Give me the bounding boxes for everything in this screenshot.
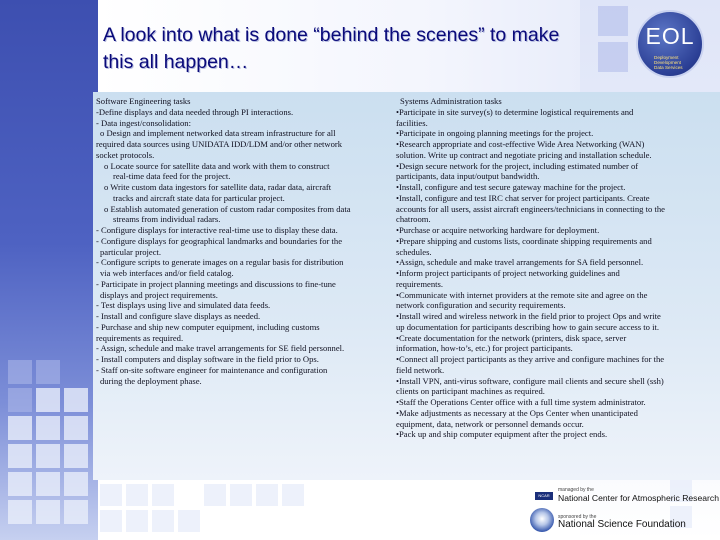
decorative-square bbox=[36, 500, 60, 524]
slide-title-line-2: this all happen… bbox=[103, 51, 249, 73]
eol-logo bbox=[636, 10, 704, 78]
decorative-square bbox=[64, 472, 88, 496]
decorative-square bbox=[230, 484, 252, 506]
decorative-square bbox=[64, 388, 88, 412]
list-item: particular project. bbox=[100, 246, 162, 257]
list-item: - Configure displays for interactive real-time use to display these data. bbox=[96, 225, 338, 235]
decorative-square bbox=[152, 510, 174, 532]
list-item: •Purchase or acquire networking hardware for deployment. bbox=[396, 225, 600, 235]
list-item: during the deployment phase. bbox=[100, 375, 202, 386]
systems-administration-column bbox=[396, 96, 708, 440]
decorative-square bbox=[36, 360, 60, 384]
ncar-credit-name: National Center for Atmospheric Research bbox=[558, 493, 719, 503]
list-item: solution. Write up contract and negotiate pricing and installation schedule. bbox=[396, 149, 652, 160]
decorative-square bbox=[8, 444, 32, 468]
decorative-square bbox=[64, 416, 88, 440]
decorative-square bbox=[64, 444, 88, 468]
list-item: •Install wired and wireless network in the field prior to project Ops and write bbox=[396, 311, 661, 321]
nsf-credit-name: National Science Foundation bbox=[558, 519, 686, 530]
decorative-square bbox=[8, 500, 32, 524]
decorative-square bbox=[282, 484, 304, 506]
nsf-credit bbox=[558, 514, 686, 530]
eol-logo-subtitle-line: Data Services bbox=[654, 65, 683, 70]
decorative-square bbox=[64, 500, 88, 524]
list-item: •Assign, schedule and make travel arrangements for SA field personnel. bbox=[396, 257, 644, 268]
list-item: - Test displays using live and simulated data feeds. bbox=[96, 300, 271, 311]
list-item: o Write custom data ingestors for satellite data, radar data, aircraft bbox=[104, 182, 332, 192]
list-item: requirements as required. bbox=[96, 332, 184, 343]
list-item: o Design and implement networked data stream infrastructure for all bbox=[100, 128, 336, 139]
list-item: required data sources using UNIDATA IDD/LDM and/or other network bbox=[96, 139, 343, 149]
list-item: real-time data feed for the project. bbox=[113, 171, 231, 182]
list-item: •Inform project participants of project networking guidelines and bbox=[396, 268, 620, 278]
list-item: via web interfaces and/or field catalog. bbox=[100, 268, 234, 278]
nsf-logo bbox=[530, 508, 554, 532]
list-item: up documentation for participants describing how to gain secure access to it. bbox=[396, 321, 659, 332]
decorative-square bbox=[598, 42, 628, 72]
eol-logo-subtitle bbox=[654, 55, 683, 70]
list-item: o Establish automated generation of custom radar composites from data bbox=[104, 203, 351, 214]
eol-logo-text: EOL bbox=[645, 23, 695, 49]
list-item: - Configure displays for geographical landmarks and boundaries for the bbox=[96, 235, 343, 246]
list-item: - Configure scripts to generate images on a regular basis for distribution bbox=[96, 257, 344, 268]
list-item: facilities. bbox=[396, 117, 428, 128]
decorative-square bbox=[36, 472, 60, 496]
decorative-square bbox=[126, 484, 148, 506]
ncar-credit bbox=[558, 487, 719, 503]
column-heading: Software Engineering tasks bbox=[96, 96, 191, 106]
ncar-logo: NCAR bbox=[535, 492, 553, 500]
list-item: - Install computers and display software in the field prior to Ops. bbox=[96, 354, 319, 364]
list-item: field network. bbox=[396, 364, 445, 375]
list-item: •Create documentation for the network (printers, disk space, server bbox=[396, 332, 627, 343]
decorative-square bbox=[36, 444, 60, 468]
column-heading: Systems Administration tasks bbox=[400, 96, 502, 106]
list-item: •Install VPN, anti-virus software, configure mail clients and secure shell (ssh) bbox=[396, 375, 664, 386]
list-item: •Pack up and ship computer equipment after the project ends. bbox=[396, 429, 608, 440]
list-item: •Staff the Operations Center office with a full time system administrator. bbox=[396, 397, 646, 407]
list-item: •Communicate with internet providers at the remote site and agree on the bbox=[396, 289, 648, 300]
decorative-square bbox=[100, 510, 122, 532]
list-item: equipment, data, network or personnel demands occur. bbox=[396, 418, 584, 429]
software-engineering-column bbox=[96, 96, 392, 386]
list-item: •Participate in site survey(s) to determine logistical requirements and bbox=[396, 106, 634, 117]
decorative-square bbox=[204, 484, 226, 506]
list-item: - Data ingest/consolidation: bbox=[96, 117, 191, 128]
list-item: - Staff on-site software engineer for maintenance and configuration bbox=[96, 364, 328, 375]
list-item: - Participate in project planning meetings and discussions to fine-tune bbox=[96, 278, 336, 289]
list-item: network configuration and security requirements. bbox=[396, 300, 566, 311]
decorative-square bbox=[8, 388, 32, 412]
list-item: •Connect all project participants as they arrive and configure machines for the bbox=[396, 354, 665, 364]
list-item: •Make adjustments as necessary at the Ops Center when unanticipated bbox=[396, 407, 638, 418]
eol-logo-subtitle-line: Development bbox=[654, 60, 682, 65]
list-item: •Design secure network for the project, including estimated number of bbox=[396, 160, 639, 171]
list-item: information, how-to’s, etc.) for project participants. bbox=[396, 343, 573, 354]
list-item: - Purchase and ship new computer equipment, including customs bbox=[96, 321, 320, 332]
decorative-square bbox=[126, 510, 148, 532]
list-item: •Install, configure and test IRC chat server for project participants. Create bbox=[396, 192, 650, 203]
ncar-credit-small: managed by the bbox=[558, 487, 594, 493]
list-item: •Install, configure and test secure gateway machine for the project. bbox=[396, 182, 626, 192]
eol-logo-subtitle-line: Deployment bbox=[654, 55, 679, 60]
list-item: •Research appropriate and cost-effective Wide Area Networking (WAN) bbox=[396, 139, 645, 149]
list-item: clients on participant machines as required. bbox=[396, 386, 545, 397]
list-item: o Locate source for satellite data and work with them to construct bbox=[104, 160, 330, 171]
decorative-square bbox=[8, 472, 32, 496]
list-item: •Prepare shipping and customs lists, coordinate shipping requirements and bbox=[396, 235, 652, 246]
slide-title-line-1: A look into what is done “behind the scenes” to make bbox=[103, 24, 560, 46]
list-item: socket protocols. bbox=[96, 149, 155, 160]
decorative-square bbox=[178, 510, 200, 532]
decorative-square bbox=[598, 6, 628, 36]
decorative-square bbox=[100, 484, 122, 506]
decorative-square bbox=[36, 388, 60, 412]
list-item: requirements. bbox=[396, 278, 444, 289]
slide-title bbox=[103, 22, 573, 76]
decorative-square bbox=[36, 416, 60, 440]
list-item: •Participate in ongoing planning meetings for the project. bbox=[396, 128, 594, 139]
list-item: - Assign, schedule and make travel arrangements for SE field personnel. bbox=[96, 343, 345, 354]
list-item: participants, data input/output bandwidth. bbox=[396, 171, 540, 182]
decorative-square bbox=[256, 484, 278, 506]
list-item: accounts for all users, assist aircraft engineers/technicians in connecting to the bbox=[396, 203, 665, 214]
list-item: -Define displays and data needed through PI interactions. bbox=[96, 106, 294, 117]
decorative-square bbox=[152, 484, 174, 506]
decorative-square bbox=[8, 416, 32, 440]
list-item: - Install and configure slave displays as needed. bbox=[96, 311, 261, 321]
list-item: displays and project requirements. bbox=[100, 289, 218, 300]
nsf-credit-small: sponsored by the bbox=[558, 514, 597, 520]
list-item: streams from individual radars. bbox=[113, 214, 221, 225]
list-item: chatroom. bbox=[396, 214, 431, 225]
list-item: schedules. bbox=[396, 246, 432, 257]
list-item: tracks and aircraft state data for particular project. bbox=[113, 192, 285, 203]
decorative-square bbox=[8, 360, 32, 384]
